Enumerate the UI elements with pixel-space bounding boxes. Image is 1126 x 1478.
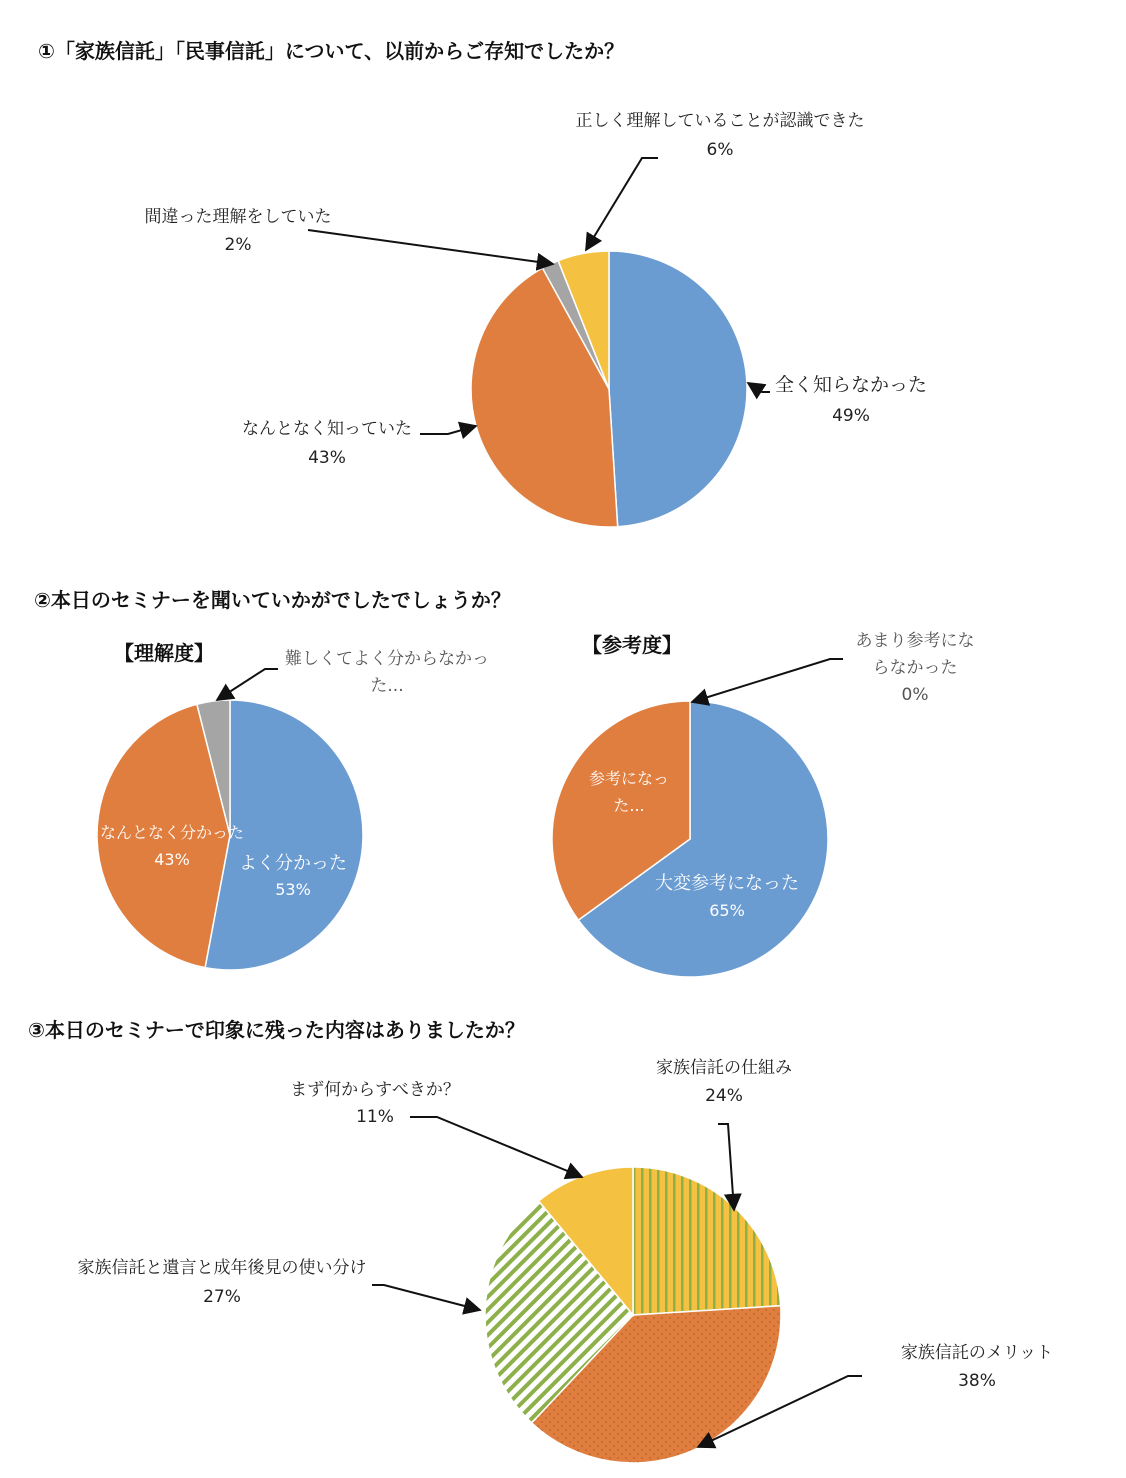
q3-slice-mechanism xyxy=(633,1167,781,1315)
q2-reference-callout-pct: 0% xyxy=(901,685,929,705)
q3-pct-first: 11% xyxy=(356,1107,394,1127)
q1-leader-correct xyxy=(586,158,658,250)
q2-understanding-label-vague: なんとなく分かった xyxy=(99,823,245,842)
q3-label-first: まず何からすべきか？ xyxy=(290,1080,460,1100)
q1-label-wrong: 間違った理解をしていた xyxy=(144,207,332,227)
q2-understanding-callout-2: た... xyxy=(370,676,404,696)
q1-pct-unknown: 49% xyxy=(832,406,870,426)
q3-pct-usage: 27% xyxy=(203,1287,241,1307)
q1-pie xyxy=(471,251,747,527)
q1-slice-unknown xyxy=(609,251,747,527)
q3-label-merit: 家族信託のメリット xyxy=(900,1343,1054,1363)
q2-reference-inner-1: 参考になっ xyxy=(588,769,670,788)
q2-reference-pie xyxy=(552,701,828,977)
q1-label-vague: なんとなく知っていた xyxy=(242,419,412,439)
q2-reference-callout-2: らなかった xyxy=(872,658,958,678)
q3-pct-mechanism: 24% xyxy=(705,1086,743,1106)
q1-label-unknown: 全く知らなかった xyxy=(774,374,928,396)
q2-reference-leader xyxy=(692,659,843,702)
q3-title: ③本日のセミナーで印象に残った内容はありましたか？ xyxy=(28,1018,525,1042)
q3-pct-merit: 38% xyxy=(958,1371,996,1391)
q2-title: ②本日のセミナーを聞いていかがでしたでしょうか？ xyxy=(34,588,511,612)
q2-reference-label-very: 大変参考になった xyxy=(655,873,799,894)
q2-understanding-label-well: よく分かった xyxy=(239,853,347,874)
q2-understanding-pct-vague: 43% xyxy=(154,850,190,869)
q1-leader-vague xyxy=(420,426,476,434)
q2-understanding-pct-well: 53% xyxy=(275,880,311,899)
q3-label-mechanism: 家族信託の仕組み xyxy=(656,1058,792,1078)
q1-pct-vague: 43% xyxy=(308,448,346,468)
q1-leader-wrong xyxy=(308,230,553,264)
q2-understanding-heading: 【理解度】 xyxy=(114,641,214,665)
q2-understanding-callout-1: 難しくてよく分からなかっ xyxy=(285,649,489,669)
q2-understanding-leader xyxy=(217,669,278,700)
q1-pct-correct: 6% xyxy=(706,140,734,160)
q3-leader-first xyxy=(410,1117,582,1177)
q1-leader-unknown xyxy=(748,383,770,392)
q1-title: ①「家族信託」「民事信託」について、以前からご存知でしたか？ xyxy=(38,39,625,63)
q3-label-usage: 家族信託と遺言と成年後見の使い分け xyxy=(77,1258,367,1278)
q1-label-correct: 正しく理解していることが認識できた xyxy=(575,111,865,131)
q2-reference-inner-2: た... xyxy=(613,796,645,815)
q2-reference-pct-very: 65% xyxy=(709,901,745,920)
q2-reference-heading: 【参考度】 xyxy=(582,633,682,657)
q1-pct-wrong: 2% xyxy=(224,235,252,255)
q3-pie xyxy=(485,1167,781,1463)
q3-leader-usage xyxy=(372,1285,480,1310)
q2-reference-callout-1: あまり参考にな xyxy=(855,631,975,651)
